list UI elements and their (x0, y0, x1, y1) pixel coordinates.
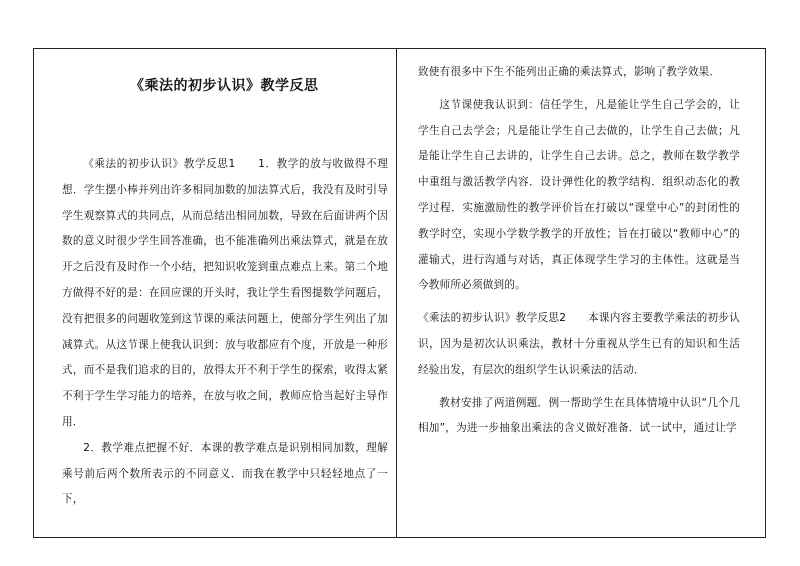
column-divider (396, 48, 397, 538)
document-title: 《乘法的初步认识》教学反思 (130, 78, 319, 94)
right-paragraph-1: 致使有很多中下生不能列出正确的乘法算式，影响了教学效果． (418, 66, 721, 78)
left-paragraph-1: 《乘法的初步认识》教学反思1 1．教学的放与收做得不理想．学生摆小棒并列出许多相同加数的加法算式后，我没有及时引导学生观察算式的共同点，从而总结出相同加数，导致在后面讲两个因数的意义时很少学生回答准确，也不能准确列出乘法算式，就是在放开之后没有及时作一个小结，把知识收笼到重点难点上来。第二个地方做得不好的是：在回应课的开头时，我让学生看图提数学问题后，没有把很多的问题收笼到这节课的乘法问题上，使部分学生列出了加减算式。从这节课上使我认识到：放与收都应有个度，开放是一种形式，而不是我们追求的目的，放得太开不利于学生的探索，收得太紧不利于学生学习能力的培养，在放与收之间，教师应恰当起好主导作用． (62, 158, 388, 428)
right-paragraph-4: 教材安排了两道例题．例一帮助学生在具体情境中认识“几个几相加”，为进一步抽象出乘法的含义做好准备．试一试中，通过让学 (418, 396, 740, 435)
left-paragraph-2: 2．教学难点把握不好．本课的教学难点是识别相同加数，理解乘号前后两个数所表示的不同意义．而我在教学中只轻轻地点了一下， (62, 441, 388, 506)
right-paragraph-3: 《乘法的初步认识》教学反思2 本课内容主要教学乘法的初步认识，因为是初次认识乘法，教材十分重视从学生已有的知识和生活经验出发，有层次的组织学生认识乘法的活动． (418, 312, 740, 376)
right-column (418, 60, 740, 442)
left-column (62, 40, 388, 513)
right-paragraph-2: 这节课使我认识到：信任学生，凡是能让学生自己学会的，让学生自己去学会；凡是能让学生自己去做的，让学生自己去做；凡是能让学生自己去讲的，让学生自己去讲。总之，教师在数学教学中重组与激活教学内容．设计弹性化的教学结构．组织动态化的教学过程．实施激励性的教学评价旨在打破以“课堂中心”的封闭性的教学时空，实现小学数学教学的开放性；旨在打破以“教师中心”的灌输式，进行沟通与对话，真正体现学生学习的主体性。这就是当今教师所必须做到的。 (418, 98, 740, 292)
